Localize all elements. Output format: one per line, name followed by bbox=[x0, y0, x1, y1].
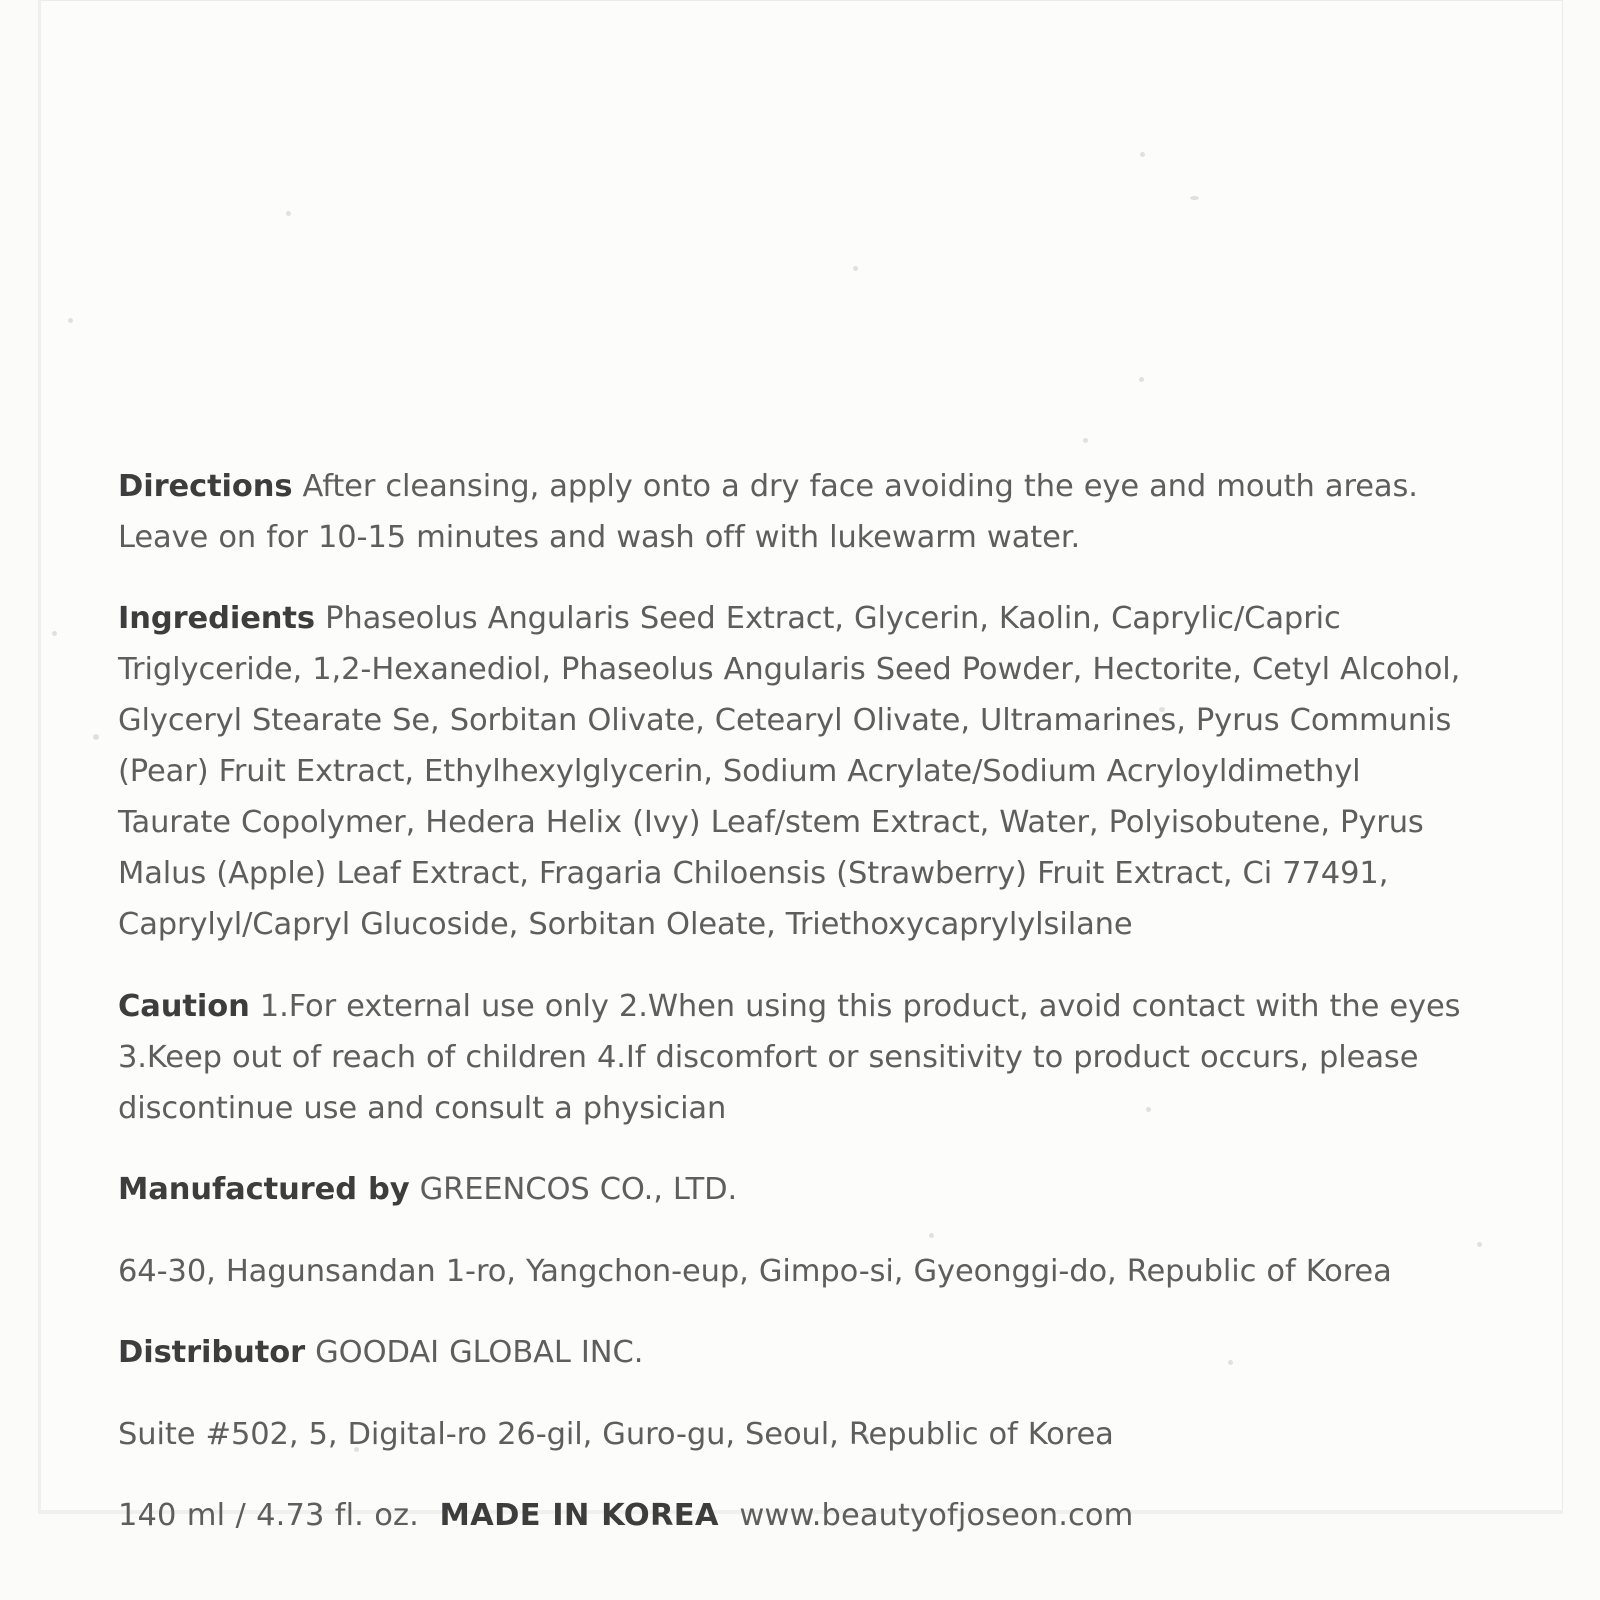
section-caution bbox=[118, 981, 1478, 1134]
paper-speck bbox=[1190, 196, 1199, 200]
paper-speck bbox=[68, 318, 73, 323]
panel-left-edge bbox=[38, 0, 41, 1513]
section-directions bbox=[118, 461, 1478, 563]
ingredients-body: Phaseolus Angularis Seed Extract, Glycerin, Kaolin, Caprylic/Capric Triglyceride, 1,2-Hexanediol, Phaseolus Angularis Seed Powder, Hectorite, Cetyl Alcohol, Glyceryl Stearate Se, Sorbitan Olivate, Cetearyl Olivate, Ultramarines, Pyrus Communis (Pear) Fruit Extract, Ethylhexylglycerin, Sodium Acrylate/Sodium Acryloyldimethyl Taurate Copolymer, Hedera Helix (Ivy) Leaf/stem Extract, Water, Polyisobutene, Pyrus Malus (Apple) Leaf Extract, Fragaria Chiloensis (Strawberry) Fruit Extract, Ci 77491, Caprylyl/Capryl Glucoside, Sorbitan Oleate, Triethoxycaprylylsilane bbox=[118, 601, 1461, 942]
distributor-address: Suite #502, 5, Digital-ro 26-gil, Guro-gu, Seoul, Republic of Korea bbox=[118, 1416, 1114, 1452]
paper-speck bbox=[52, 631, 57, 636]
ingredients-heading: Ingredients bbox=[118, 601, 315, 636]
label-text-content bbox=[118, 430, 1478, 1572]
distributor-line bbox=[118, 1327, 1478, 1378]
manufacturer-line bbox=[118, 1164, 1478, 1215]
distributor-heading: Distributor bbox=[118, 1335, 306, 1370]
section-ingredients bbox=[118, 593, 1478, 950]
directions-body: After cleansing, apply onto a dry face avoiding the eye and mouth areas. Leave on for 10-15 minutes and wash off with lukewarm water. bbox=[118, 468, 1418, 555]
paper-speck bbox=[1140, 152, 1145, 157]
manufacturer-address: 64-30, Hagunsandan 1-ro, Yangchon-eup, Gimpo-si, Gyeonggi-do, Republic of Korea bbox=[118, 1253, 1392, 1289]
paper-speck bbox=[93, 734, 99, 740]
caution-paragraph bbox=[118, 981, 1478, 1134]
section-company-info bbox=[118, 1164, 1478, 1460]
paper-speck bbox=[286, 211, 291, 216]
paper-speck bbox=[1139, 377, 1144, 382]
net-volume: 140 ml / 4.73 fl. oz. bbox=[118, 1498, 419, 1533]
country-of-origin: MADE IN KOREA bbox=[439, 1498, 719, 1533]
section-footer bbox=[118, 1490, 1478, 1541]
caution-body: 1.For external use only 2.When using this product, avoid contact with the eyes 3.Keep out of reach of children 4.If discomfort or sensitivity to product occurs, please discontinue use and consult a physician bbox=[118, 988, 1461, 1126]
directions-heading: Directions bbox=[118, 468, 293, 504]
ingredients-paragraph bbox=[118, 593, 1478, 950]
website-url: www.beautyofjoseon.com bbox=[739, 1498, 1134, 1533]
paper-speck bbox=[853, 266, 858, 271]
caution-heading: Caution bbox=[118, 988, 250, 1024]
distributor-name: GOODAI GLOBAL INC. bbox=[315, 1335, 644, 1370]
directions-paragraph bbox=[118, 461, 1478, 563]
manufacturer-name: GREENCOS CO., LTD. bbox=[419, 1172, 738, 1207]
manufacturer-heading: Manufactured by bbox=[118, 1172, 410, 1207]
footer-line bbox=[118, 1490, 1478, 1541]
